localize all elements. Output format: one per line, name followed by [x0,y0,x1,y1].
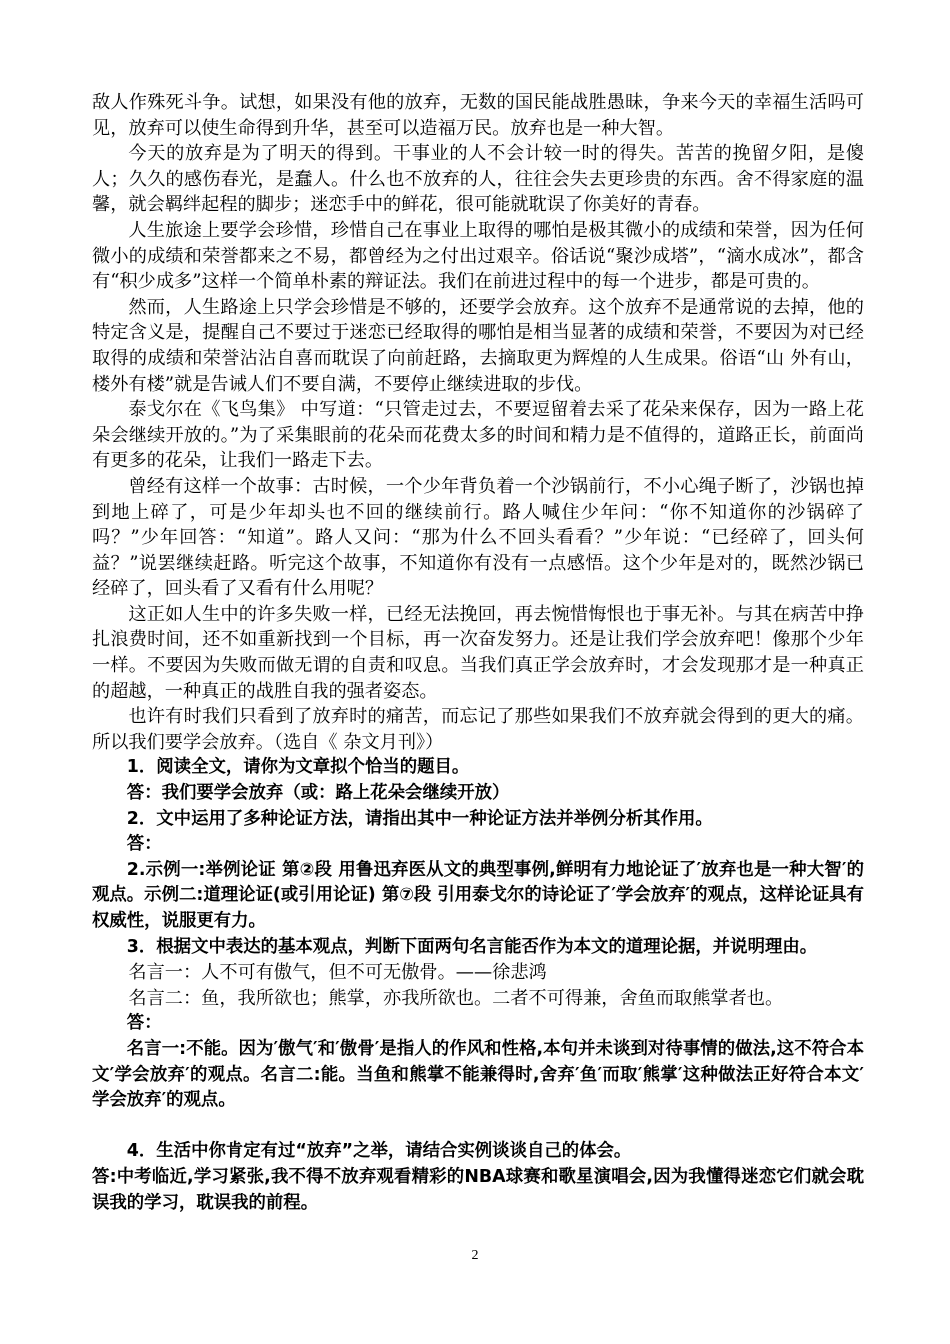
paragraph-5: 泰戈尔在《飞鸟集》 中写道：“只管走过去，不要逗留着去采了花朵来保存，因为一路上花朵会继续开放的。”为了采集眼前的花朵而花费太多的时间和精力是不值得的，道路正长，前面尚有更多的花朵，让我们一路走下去。 [92,399,864,472]
paragraph-6: 曾经有这样一个故事：古时候，一个少年背负着一个沙锅前行，不小心绳子断了，沙锅也掉到地上碎了，可是少年却头也不回的继续前行。路人喊住少年问：“你不知道你的沙锅碎了吗？”少年回答：“知道”。路人又问：“那为什么不回头看看？”少年说：“已经碎了，回头何益？”说罢继续赶路。听完这个故事，不知道你有没有一点感悟。这个少年是对的，既然沙锅已经碎了，回头看了又看有什么用呢？ [92,475,864,600]
question-1: 1．阅读全文，请你为文章拟个恰当的题目。 [126,757,470,778]
paragraph-8: 也许有时我们只看到了放弃时的痛苦，而忘记了那些如果我们不放弃就会得到的更大的痛。所以我们要学会放弃。（选自《 杂文月刊》） [92,706,864,753]
quote-2: 名言二：鱼，我所欲也；熊掌，亦我所欲也。二者不可得兼，舍鱼而取熊掌者也。 [128,987,784,1009]
question-4: 4．生活中你肯定有过“放弃”之举，请结合实例谈谈自己的体会。 [126,1141,632,1162]
paragraph-7: 这正如人生中的许多失败一样，已经无法挽回，再去惋惜悔恨也于事无补。与其在病苦中挣扎浪费时间，还不如重新找到一个目标，再一次奋发努力。还是让我们学会放弃吧！像那个少年一样。不要因为失败而做无谓的自责和叹息。当我们真正学会放弃时，才会发现那才是一种真正的超越，一种真正的战胜自我的强者姿态。 [92,603,864,702]
question-3: 3．根据文中表达的基本观点，判断下面两句名言能否作为本文的道理论据，并说明理由。 [126,936,818,957]
document-body [92,90,864,1216]
answer-4: 答:中考临近,学习紧张,我不得不放弃观看精彩的NBA球赛和歌星演唱会,因为我懂得迷恋它们就会耽误我的学习，耽误我的前程。 [92,1166,864,1213]
question-2: 2．文中运用了多种论证方法，请指出其中一种论证方法并举例分析其作用。 [126,808,713,829]
answer-2-label: 答： [126,834,162,855]
paragraph-1: 敌人作殊死斗争。试想，如果没有他的放弃，无数的国民能战胜愚昧，争来今天的幸福生活吗可见，放弃可以使生命得到升华，甚至可以造福万民。放弃也是一种大智。 [92,92,864,139]
blank-line [92,1114,864,1140]
answer-3: 名言一:不能。因为′傲气′和′傲骨′是指人的作风和性格,本句并未谈到对待事情的做法,这不符合本文′学会放弃′的观点。名言二:能。当鱼和熊掌不能兼得时,舍弃′鱼′而取′熊掌′这种做法正好符合本文′学会放弃′的观点。 [92,1038,864,1111]
answer-3-label: 答： [126,1013,162,1034]
page-number: 2 [471,1248,479,1263]
paragraph-3: 人生旅途上要学会珍惜，珍惜自己在事业上取得的哪怕是极其微小的成绩和荣誉，因为任何微小的成绩和荣誉都来之不易，都曾经为之付出过艰辛。俗话说“聚沙成塔”，“滴水成冰”，都含有“积少成多”这样一个简单朴素的辩证法。我们在前进过程中的每一个进步，都是可贵的。 [92,219,864,293]
quote-1: 名言一：人不可有傲气，但不可无傲骨。——徐悲鸿 [128,962,547,984]
answer-2: 2.示例一:举例论证 第②段 用鲁迅弃医从文的典型事例,鲜明有力地论证了′放弃也是一种大智′的观点。示例二:道理论证(或引用论证) 第⑦段 引用泰戈尔的诗论证了′学会放弃′的观点，这样论证具有权威性，说服更有力。 [92,859,864,931]
paragraph-2: 今天的放弃是为了明天的得到。干事业的人不会计较一时的得失。苦苦的挽留夕阳，是傻人；久久的感伤春光，是蠢人。什么也不放弃的人，往往会失去更珍贵的东西。舍不得家庭的温馨，就会羁绊起程的脚步；迷恋手中的鲜花，很可能就耽误了你美好的青春。 [92,143,864,216]
paragraph-4: 然而，人生路途上只学会珍惜是不够的，还要学会放弃。这个放弃不是通常说的去掉，他的特定含义是，提醒自己不要过于迷恋已经取得的哪怕是相当显著的成绩和荣誉，不要因为对已经取得的成绩和荣誉沾沾自喜而耽误了向前赶路，去摘取更为辉煌的人生成果。俗语“山 外有山，楼外有楼”就是告诫人们不要自满，不要停止继续进取的步伐。 [92,296,864,395]
answer-1: 答：我们要学会放弃（或：路上花朵会继续开放） [126,783,510,804]
